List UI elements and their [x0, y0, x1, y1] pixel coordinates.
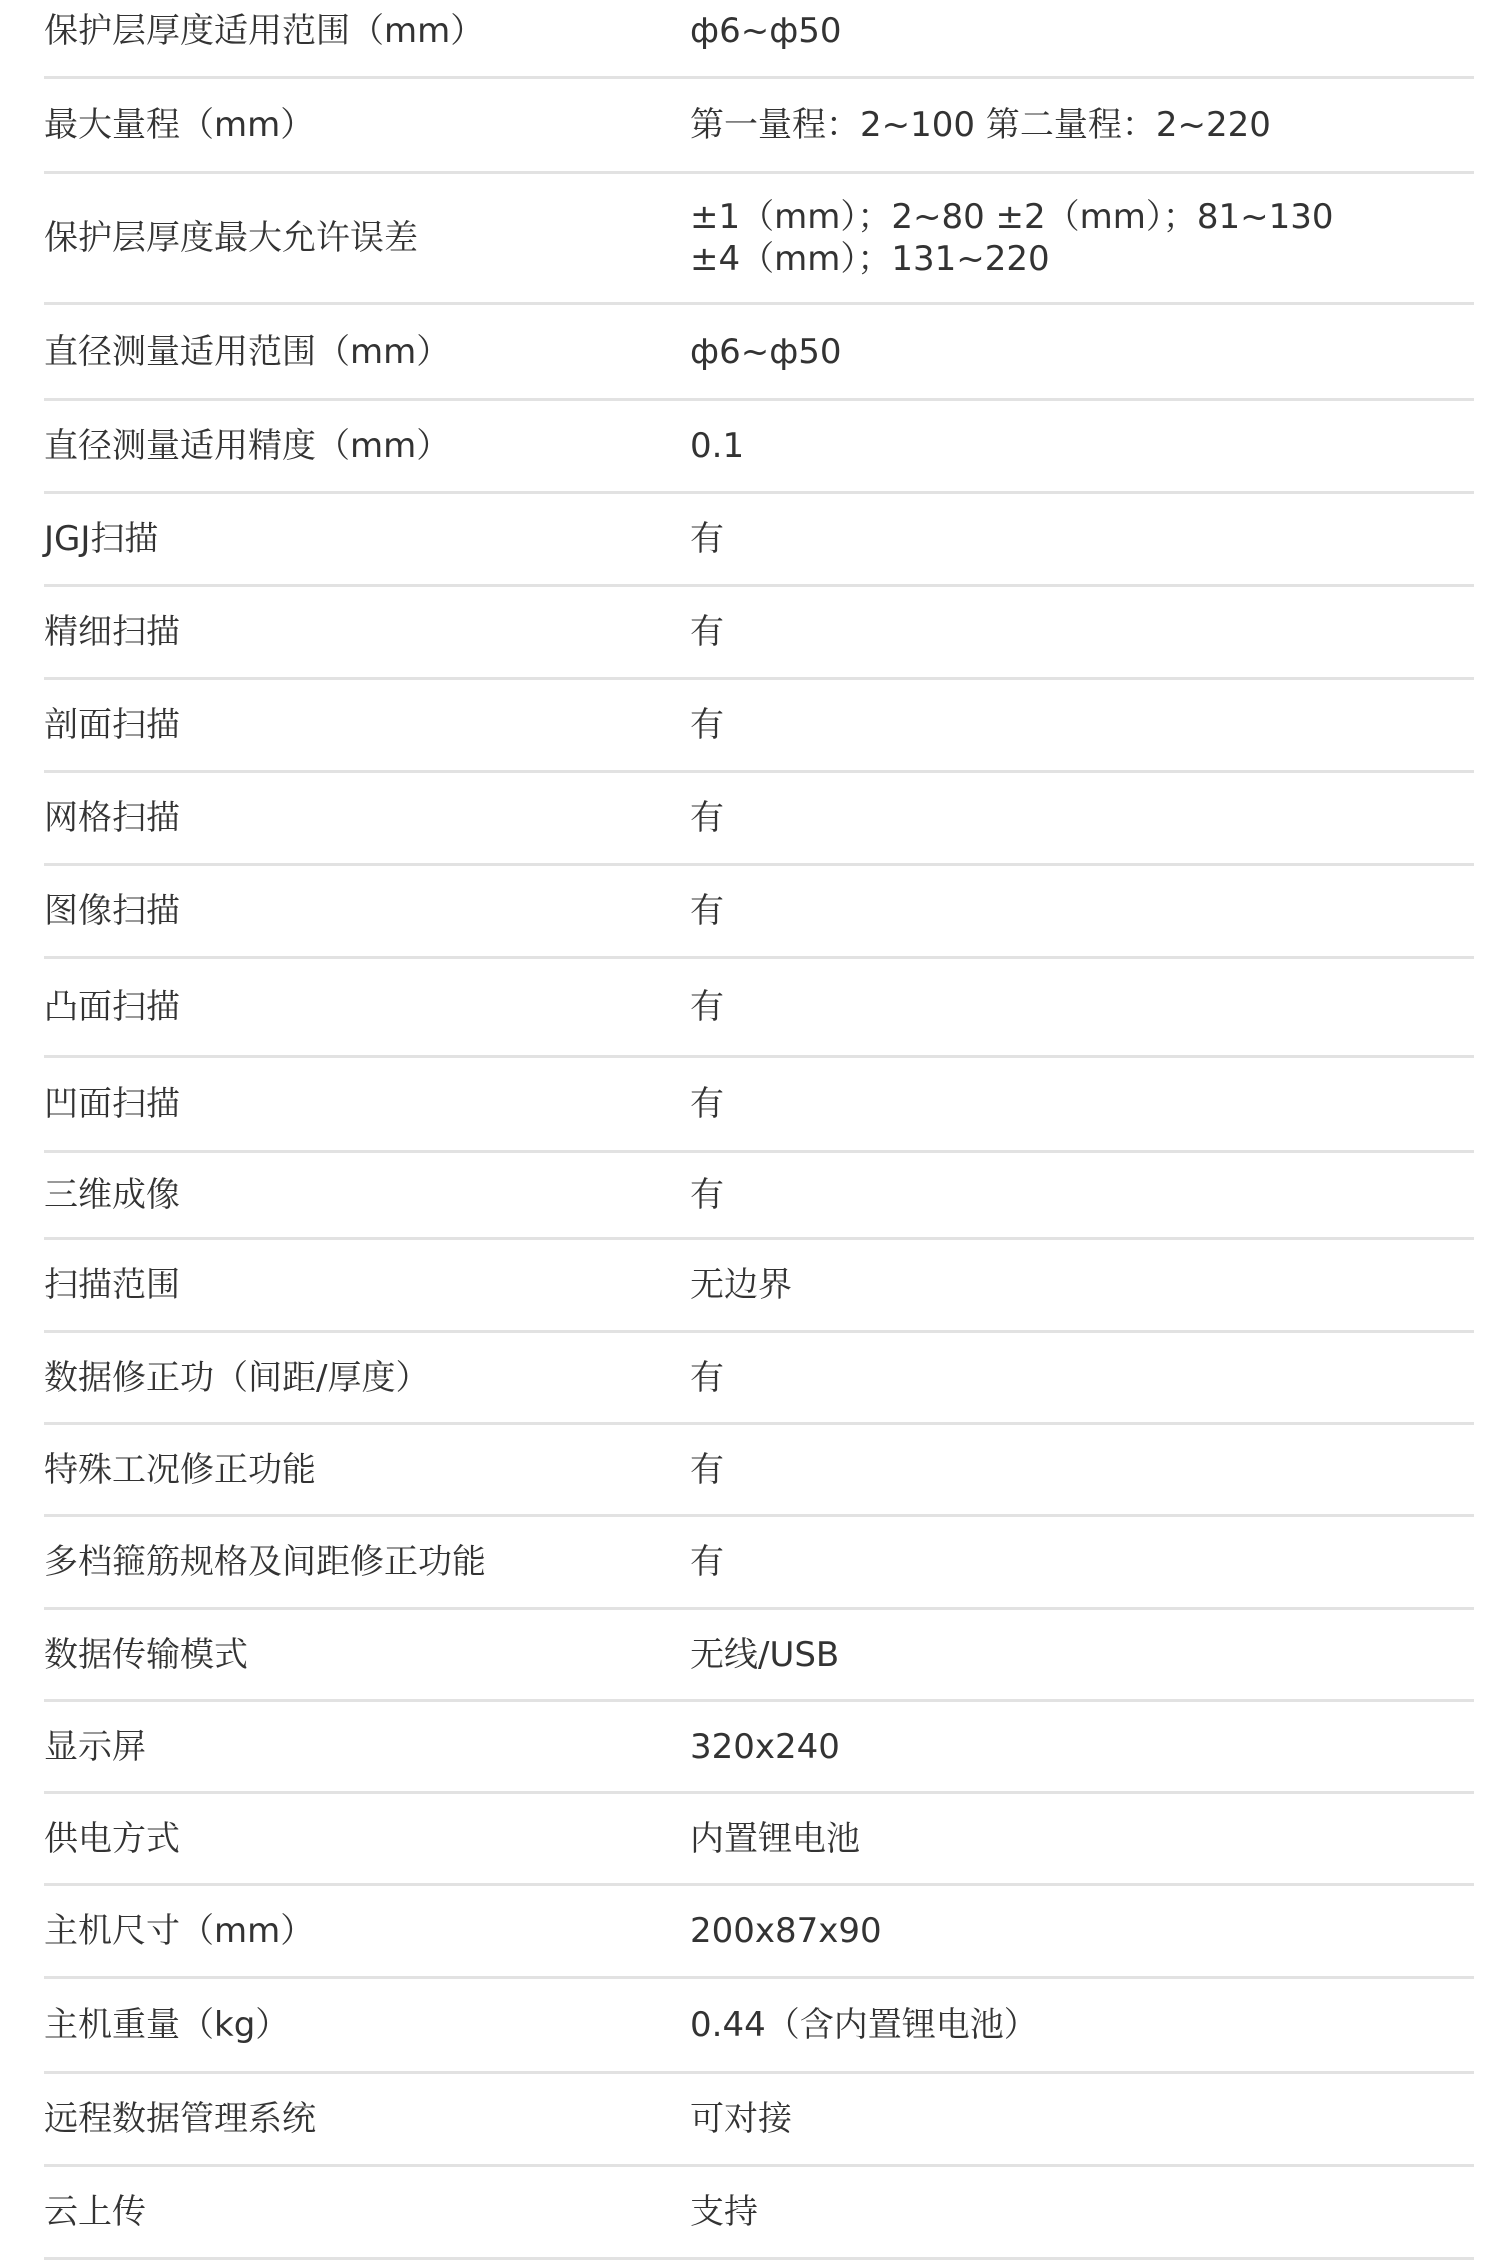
spec-value — [690, 1333, 1470, 1422]
spec-value — [690, 1153, 1470, 1237]
spec-label-text: 多档箍筋规格及间距修正功能 — [44, 1542, 486, 1582]
spec-value-text: 200x87x90 — [690, 1911, 882, 1951]
spec-label-text: 网格扫描 — [44, 798, 180, 838]
spec-label-text: 主机尺寸（mm） — [44, 1911, 315, 1951]
spec-label — [44, 1886, 684, 1976]
spec-label-text: 直径测量适用精度（mm） — [44, 426, 451, 466]
spec-row — [44, 1886, 1474, 1979]
spec-value — [690, 959, 1470, 1055]
spec-label-text: 最大量程（mm） — [44, 105, 315, 145]
spec-value-text: 无边界 — [690, 1265, 792, 1305]
spec-value — [690, 866, 1470, 956]
spec-label-text: 扫描范围 — [44, 1265, 180, 1305]
spec-row — [44, 174, 1474, 305]
spec-row — [44, 2074, 1474, 2167]
spec-value — [690, 1240, 1470, 1330]
spec-row — [44, 1979, 1474, 2074]
spec-value — [690, 1058, 1470, 1150]
spec-label-text: 凸面扫描 — [44, 987, 180, 1027]
spec-row — [44, 1153, 1474, 1240]
spec-row — [44, 959, 1474, 1058]
spec-value-line-2: ±4（mm）；131~220 — [690, 239, 1050, 279]
spec-label-text: 主机重量（kg） — [44, 2005, 290, 2045]
spec-label-text: 保护层厚度最大允许误差 — [44, 218, 418, 258]
spec-row — [44, 1058, 1474, 1153]
spec-value — [690, 1794, 1470, 1883]
spec-value-text: 有 — [690, 891, 724, 931]
spec-label — [44, 1058, 684, 1150]
spec-row — [44, 79, 1474, 174]
spec-row — [44, 866, 1474, 959]
spec-row — [44, 1794, 1474, 1886]
spec-value-text: 有 — [690, 1449, 724, 1490]
spec-value-text: 有 — [690, 1175, 724, 1215]
spec-row — [44, 1425, 1474, 1517]
spec-value — [690, 1702, 1470, 1791]
spec-label — [44, 773, 684, 863]
spec-label — [44, 1333, 684, 1422]
spec-value — [690, 494, 1470, 584]
spec-value-text: 第一量程：2~100 第二量程：2~220 — [690, 105, 1271, 145]
spec-label — [44, 0, 684, 76]
spec-value-text: 有 — [690, 519, 724, 559]
spec-value — [690, 587, 1470, 677]
spec-value-text: 有 — [690, 1084, 724, 1124]
spec-label-text: 数据修正功（间距/厚度） — [44, 1357, 430, 1398]
spec-row — [44, 1702, 1474, 1794]
spec-row — [44, 1333, 1474, 1425]
spec-value — [690, 1979, 1470, 2071]
spec-value-text: 有 — [690, 987, 724, 1027]
spec-label — [44, 1794, 684, 1883]
spec-value — [690, 79, 1470, 171]
spec-value-text: 0.44（含内置锂电池） — [690, 2005, 1038, 2045]
spec-label — [44, 305, 684, 398]
spec-value-text: 内置锂电池 — [690, 1818, 860, 1859]
spec-label — [44, 2074, 684, 2164]
spec-label — [44, 1153, 684, 1237]
spec-value-text: 有 — [690, 612, 724, 652]
spec-label — [44, 587, 684, 677]
spec-label — [44, 1240, 684, 1330]
spec-row — [44, 773, 1474, 866]
spec-label-text: 保护层厚度适用范围（mm） — [44, 11, 485, 51]
spec-row — [44, 1517, 1474, 1610]
spec-value — [690, 1886, 1470, 1976]
spec-label — [44, 494, 684, 584]
spec-label — [44, 1702, 684, 1791]
spec-label — [44, 1610, 684, 1699]
spec-label — [44, 680, 684, 770]
spec-value — [690, 2167, 1470, 2257]
spec-value-text: 支持 — [690, 2192, 758, 2232]
spec-label-text: 远程数据管理系统 — [44, 2099, 316, 2139]
spec-value — [690, 1517, 1470, 1607]
spec-label-text: 凹面扫描 — [44, 1084, 180, 1124]
spec-row — [44, 1240, 1474, 1333]
spec-label — [44, 959, 684, 1055]
spec-label-text: 剖面扫描 — [44, 705, 180, 745]
spec-row — [44, 401, 1474, 494]
spec-value-text: 320x240 — [690, 1726, 840, 1767]
spec-row — [44, 0, 1474, 79]
spec-value-text: ф6~ф50 — [690, 11, 842, 51]
spec-label — [44, 1425, 684, 1514]
spec-label — [44, 2167, 684, 2257]
spec-value — [690, 1610, 1470, 1699]
spec-value-text: 有 — [690, 1542, 724, 1582]
spec-row — [44, 587, 1474, 680]
spec-label-text: 三维成像 — [44, 1175, 180, 1215]
spec-value — [690, 680, 1470, 770]
spec-value-text: 0.1 — [690, 426, 745, 466]
spec-label-text: 图像扫描 — [44, 891, 180, 931]
spec-value — [690, 0, 1470, 76]
spec-value — [690, 305, 1470, 398]
spec-label — [44, 401, 684, 491]
spec-value-line-1: ±1（mm）；2~80 ±2（mm）；81~130 — [690, 197, 1334, 237]
spec-value — [690, 1425, 1470, 1514]
spec-label — [44, 866, 684, 956]
spec-value — [690, 174, 1470, 302]
spec-value-text: ф6~ф50 — [690, 331, 842, 372]
spec-value-text: 无线/USB — [690, 1634, 840, 1675]
spec-value-text: 可对接 — [690, 2099, 792, 2139]
spec-label — [44, 174, 684, 302]
spec-label-text: 直径测量适用范围（mm） — [44, 331, 451, 372]
spec-label-text: 云上传 — [44, 2192, 146, 2232]
spec-value-text: 有 — [690, 705, 724, 745]
spec-label — [44, 79, 684, 171]
spec-value-text: 有 — [690, 798, 724, 838]
spec-value — [690, 773, 1470, 863]
spec-row — [44, 494, 1474, 587]
spec-value-text: 有 — [690, 1357, 724, 1398]
spec-row — [44, 1610, 1474, 1702]
spec-label-text: 精细扫描 — [44, 612, 180, 652]
spec-value — [690, 401, 1470, 491]
spec-row — [44, 2167, 1474, 2260]
spec-row — [44, 305, 1474, 401]
spec-label-text: JGJ扫描 — [44, 519, 159, 559]
spec-row — [44, 680, 1474, 773]
spec-label-text: 特殊工况修正功能 — [44, 1449, 316, 1490]
spec-label — [44, 1517, 684, 1607]
spec-label-text: 显示屏 — [44, 1726, 146, 1767]
spec-label — [44, 1979, 684, 2071]
spec-label-text: 供电方式 — [44, 1818, 180, 1859]
spec-label-text: 数据传输模式 — [44, 1634, 248, 1675]
spec-value — [690, 2074, 1470, 2164]
